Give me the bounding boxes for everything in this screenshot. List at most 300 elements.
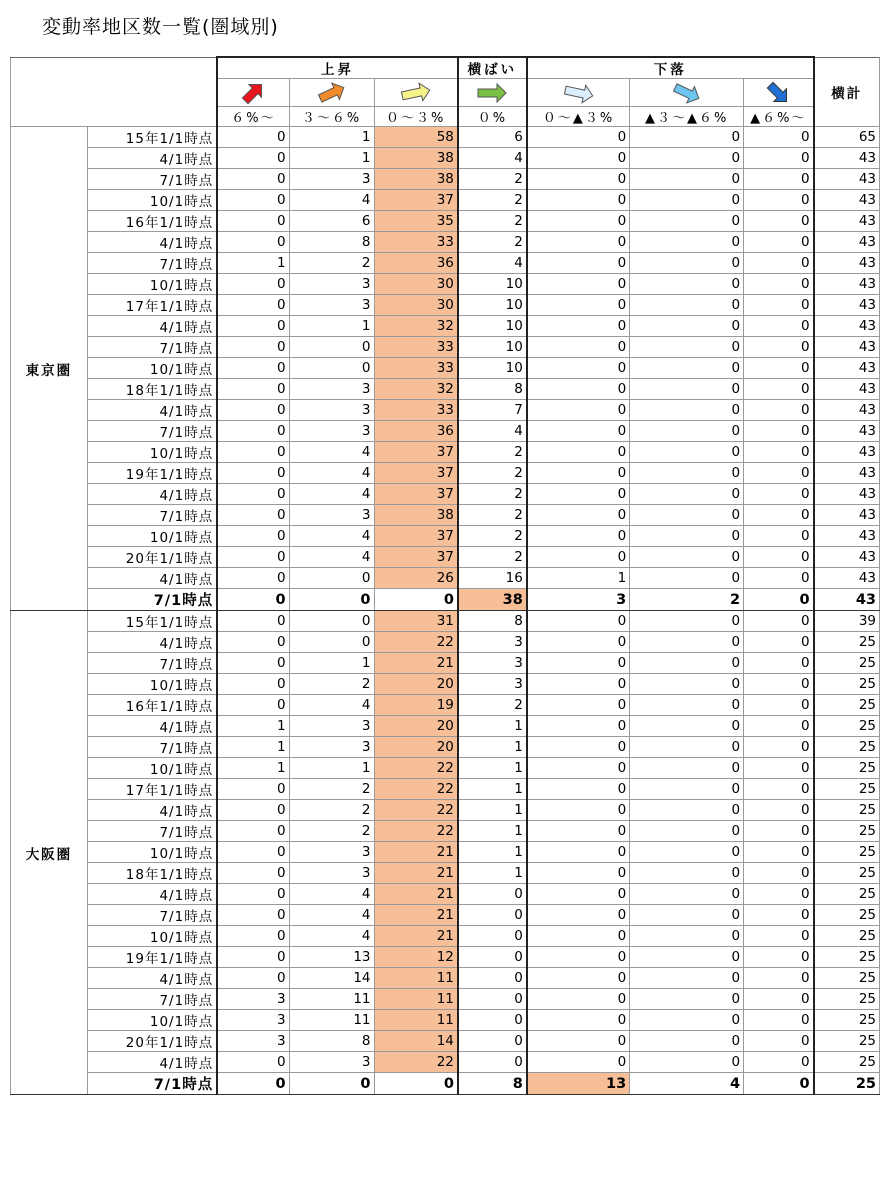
value-cell: 0 xyxy=(374,589,458,611)
total-cell: 43 xyxy=(814,379,880,400)
value-cell: 3 xyxy=(289,421,374,442)
table-row xyxy=(11,779,880,800)
value-cell: 0 xyxy=(527,884,630,905)
value-cell: 0 xyxy=(289,632,374,653)
value-cell: 0 xyxy=(527,653,630,674)
value-cell: 2 xyxy=(289,674,374,695)
value-cell: 0 xyxy=(527,1052,630,1073)
value-cell: 0 xyxy=(744,274,814,295)
table-row xyxy=(11,632,880,653)
value-cell: 0 xyxy=(527,232,630,253)
total-cell: 43 xyxy=(814,148,880,169)
value-cell: 0 xyxy=(527,421,630,442)
value-cell: 0 xyxy=(744,905,814,926)
date-cell: 7/1時点 xyxy=(87,589,217,611)
arrow-up-strong-cell xyxy=(217,79,289,107)
value-cell: 0 xyxy=(217,295,289,316)
value-cell: 1 xyxy=(289,758,374,779)
value-cell: 0 xyxy=(630,863,744,884)
value-cell: 58 xyxy=(374,127,458,148)
total-cell: 43 xyxy=(814,526,880,547)
value-cell: 37 xyxy=(374,463,458,484)
table-row xyxy=(11,653,880,674)
value-cell: 0 xyxy=(744,863,814,884)
value-cell: 0 xyxy=(527,148,630,169)
value-cell: 0 xyxy=(217,505,289,526)
value-cell: 37 xyxy=(374,484,458,505)
value-cell: 0 xyxy=(527,127,630,148)
value-cell: 21 xyxy=(374,842,458,863)
value-cell: 0 xyxy=(217,632,289,653)
table-row xyxy=(11,1010,880,1031)
value-cell: 21 xyxy=(374,863,458,884)
value-cell: 0 xyxy=(744,589,814,611)
range-minus-3-6: ▲３～▲６% xyxy=(630,107,744,127)
value-cell: 4 xyxy=(289,526,374,547)
date-cell: 16年1/1時点 xyxy=(87,211,217,232)
value-cell: 36 xyxy=(374,253,458,274)
value-cell: 0 xyxy=(744,800,814,821)
value-cell: 4 xyxy=(289,484,374,505)
value-cell: 2 xyxy=(630,589,744,611)
total-cell: 43 xyxy=(814,295,880,316)
value-cell: 0 xyxy=(630,463,744,484)
value-cell: 0 xyxy=(527,400,630,421)
value-cell: 0 xyxy=(527,253,630,274)
value-cell: 0 xyxy=(744,968,814,989)
value-cell: 2 xyxy=(289,821,374,842)
total-cell: 25 xyxy=(814,674,880,695)
arrow-up-slight-icon xyxy=(399,80,433,106)
value-cell: 11 xyxy=(374,989,458,1010)
value-cell: 0 xyxy=(217,148,289,169)
total-cell: 43 xyxy=(814,463,880,484)
date-cell: 4/1時点 xyxy=(87,568,217,589)
value-cell: 0 xyxy=(217,484,289,505)
value-cell: 0 xyxy=(527,1031,630,1052)
value-cell: 0 xyxy=(744,337,814,358)
value-cell: 0 xyxy=(630,547,744,568)
table-row xyxy=(11,169,880,190)
value-cell: 1 xyxy=(458,842,527,863)
value-cell: 0 xyxy=(744,232,814,253)
table-wrapper xyxy=(10,56,880,1095)
value-cell: 37 xyxy=(374,526,458,547)
value-cell: 33 xyxy=(374,337,458,358)
total-cell: 25 xyxy=(814,800,880,821)
table-row xyxy=(11,905,880,926)
value-cell: 0 xyxy=(527,442,630,463)
value-cell: 0 xyxy=(744,1010,814,1031)
value-cell: 20 xyxy=(374,737,458,758)
value-cell: 1 xyxy=(217,253,289,274)
value-cell: 0 xyxy=(217,547,289,568)
table-row xyxy=(11,758,880,779)
value-cell: 11 xyxy=(374,968,458,989)
value-cell: 30 xyxy=(374,295,458,316)
value-cell: 13 xyxy=(527,1073,630,1095)
value-cell: 0 xyxy=(289,1073,374,1095)
value-cell: 11 xyxy=(289,1010,374,1031)
table-row xyxy=(11,442,880,463)
value-cell: 0 xyxy=(527,716,630,737)
value-cell: 4 xyxy=(458,421,527,442)
value-cell: 11 xyxy=(289,989,374,1010)
table-row xyxy=(11,337,880,358)
arrow-down-slight-icon xyxy=(562,80,596,106)
value-cell: 1 xyxy=(289,148,374,169)
date-cell: 15年1/1時点 xyxy=(87,127,217,148)
value-cell: 0 xyxy=(630,253,744,274)
value-cell: 0 xyxy=(217,190,289,211)
table-row xyxy=(11,253,880,274)
date-cell: 10/1時点 xyxy=(87,1010,217,1031)
value-cell: 0 xyxy=(217,800,289,821)
value-cell: 4 xyxy=(289,695,374,716)
value-cell: 12 xyxy=(374,947,458,968)
value-cell: 0 xyxy=(744,1073,814,1095)
total-cell: 25 xyxy=(814,821,880,842)
value-cell: 0 xyxy=(630,653,744,674)
value-cell: 8 xyxy=(458,611,527,632)
value-cell: 0 xyxy=(744,611,814,632)
value-cell: 0 xyxy=(527,190,630,211)
total-cell: 43 xyxy=(814,568,880,589)
table-row xyxy=(11,1073,880,1095)
date-cell: 10/1時点 xyxy=(87,842,217,863)
date-cell: 7/1時点 xyxy=(87,253,217,274)
value-cell: 0 xyxy=(744,695,814,716)
range-minus-6-plus: ▲６%～ xyxy=(744,107,814,127)
value-cell: 20 xyxy=(374,674,458,695)
date-cell: 7/1時点 xyxy=(87,421,217,442)
total-cell: 43 xyxy=(814,274,880,295)
arrow-down-mid-cell xyxy=(630,79,744,107)
total-cell: 43 xyxy=(814,400,880,421)
value-cell: 22 xyxy=(374,821,458,842)
table-row xyxy=(11,800,880,821)
value-cell: 0 xyxy=(527,821,630,842)
value-cell: 37 xyxy=(374,547,458,568)
value-cell: 1 xyxy=(527,568,630,589)
total-cell: 25 xyxy=(814,968,880,989)
value-cell: 0 xyxy=(630,611,744,632)
value-cell: 1 xyxy=(217,716,289,737)
value-cell: 22 xyxy=(374,758,458,779)
date-cell: 10/1時点 xyxy=(87,526,217,547)
value-cell: 0 xyxy=(217,358,289,379)
date-cell: 18年1/1時点 xyxy=(87,379,217,400)
value-cell: 22 xyxy=(374,800,458,821)
value-cell: 0 xyxy=(630,926,744,947)
value-cell: 0 xyxy=(744,379,814,400)
date-cell: 16年1/1時点 xyxy=(87,695,217,716)
table-row xyxy=(11,358,880,379)
date-cell: 4/1時点 xyxy=(87,484,217,505)
value-cell: 4 xyxy=(289,547,374,568)
table-row xyxy=(11,947,880,968)
value-cell: 0 xyxy=(630,758,744,779)
value-cell: 0 xyxy=(630,148,744,169)
value-cell: 2 xyxy=(458,484,527,505)
table-row xyxy=(11,737,880,758)
down-header: 下落 xyxy=(527,57,814,79)
table-row xyxy=(11,400,880,421)
date-cell: 18年1/1時点 xyxy=(87,863,217,884)
value-cell: 0 xyxy=(458,1031,527,1052)
table-row xyxy=(11,148,880,169)
value-cell: 0 xyxy=(744,1052,814,1073)
value-cell: 0 xyxy=(217,568,289,589)
value-cell: 0 xyxy=(744,526,814,547)
total-cell: 25 xyxy=(814,884,880,905)
value-cell: 38 xyxy=(374,169,458,190)
total-cell: 43 xyxy=(814,421,880,442)
value-cell: 0 xyxy=(527,947,630,968)
value-cell: 0 xyxy=(217,1073,289,1095)
table-row xyxy=(11,863,880,884)
total-cell: 43 xyxy=(814,547,880,568)
table-row xyxy=(11,611,880,632)
value-cell: 0 xyxy=(630,568,744,589)
table-row xyxy=(11,127,880,148)
value-cell: 0 xyxy=(744,442,814,463)
table-body xyxy=(11,127,880,1095)
value-cell: 0 xyxy=(630,316,744,337)
corner-cell xyxy=(11,57,218,127)
value-cell: 19 xyxy=(374,695,458,716)
value-cell: 3 xyxy=(289,379,374,400)
total-cell: 25 xyxy=(814,653,880,674)
value-cell: 38 xyxy=(374,148,458,169)
value-cell: 0 xyxy=(630,400,744,421)
value-cell: 10 xyxy=(458,295,527,316)
value-cell: 0 xyxy=(744,653,814,674)
value-cell: 26 xyxy=(374,568,458,589)
total-cell: 43 xyxy=(814,589,880,611)
total-cell: 43 xyxy=(814,190,880,211)
flat-header: 横ばい xyxy=(458,57,527,79)
value-cell: 1 xyxy=(289,127,374,148)
table-row xyxy=(11,421,880,442)
value-cell: 21 xyxy=(374,905,458,926)
value-cell: 0 xyxy=(744,758,814,779)
date-cell: 10/1時点 xyxy=(87,926,217,947)
value-cell: 1 xyxy=(458,863,527,884)
value-cell: 0 xyxy=(527,337,630,358)
value-cell: 3 xyxy=(217,989,289,1010)
date-cell: 4/1時点 xyxy=(87,400,217,421)
table-row xyxy=(11,968,880,989)
value-cell: 1 xyxy=(458,737,527,758)
total-cell: 25 xyxy=(814,758,880,779)
value-cell: 0 xyxy=(289,589,374,611)
value-cell: 2 xyxy=(458,505,527,526)
date-cell: 10/1時点 xyxy=(87,442,217,463)
value-cell: 0 xyxy=(458,1010,527,1031)
value-cell: 0 xyxy=(527,905,630,926)
value-cell: 2 xyxy=(458,211,527,232)
value-cell: 3 xyxy=(289,1052,374,1073)
arrow-flat-cell xyxy=(458,79,527,107)
value-cell: 38 xyxy=(374,505,458,526)
value-cell: 3 xyxy=(289,863,374,884)
value-cell: 0 xyxy=(527,632,630,653)
date-cell: 10/1時点 xyxy=(87,358,217,379)
value-cell: 0 xyxy=(217,379,289,400)
value-cell: 10 xyxy=(458,274,527,295)
arrow-up-strong-icon xyxy=(238,80,268,106)
value-cell: 11 xyxy=(374,1010,458,1031)
value-cell: 0 xyxy=(527,1010,630,1031)
value-cell: 4 xyxy=(458,253,527,274)
value-cell: 10 xyxy=(458,337,527,358)
value-cell: 0 xyxy=(744,842,814,863)
value-cell: 0 xyxy=(630,442,744,463)
value-cell: 0 xyxy=(217,127,289,148)
value-cell: 3 xyxy=(289,737,374,758)
value-cell: 36 xyxy=(374,421,458,442)
value-cell: 0 xyxy=(217,526,289,547)
total-cell: 25 xyxy=(814,1031,880,1052)
value-cell: 0 xyxy=(630,716,744,737)
value-cell: 0 xyxy=(217,274,289,295)
value-cell: 0 xyxy=(630,484,744,505)
value-cell: 0 xyxy=(744,400,814,421)
value-cell: 37 xyxy=(374,190,458,211)
value-cell: 0 xyxy=(744,632,814,653)
value-cell: 0 xyxy=(630,1052,744,1073)
date-cell: 19年1/1時点 xyxy=(87,463,217,484)
value-cell: 4 xyxy=(630,1073,744,1095)
value-cell: 2 xyxy=(289,253,374,274)
value-cell: 0 xyxy=(527,274,630,295)
value-cell: 0 xyxy=(458,926,527,947)
value-cell: 1 xyxy=(458,821,527,842)
value-cell: 0 xyxy=(217,821,289,842)
value-cell: 0 xyxy=(217,968,289,989)
value-cell: 21 xyxy=(374,653,458,674)
value-cell: 0 xyxy=(744,295,814,316)
value-cell: 0 xyxy=(217,169,289,190)
value-cell: 0 xyxy=(744,926,814,947)
table-row xyxy=(11,232,880,253)
date-cell: 4/1時点 xyxy=(87,232,217,253)
value-cell: 1 xyxy=(458,716,527,737)
value-cell: 0 xyxy=(217,589,289,611)
value-cell: 3 xyxy=(289,400,374,421)
area-label: 大阪圏 xyxy=(11,611,88,1095)
value-cell: 2 xyxy=(458,442,527,463)
value-cell: 0 xyxy=(630,989,744,1010)
value-cell: 2 xyxy=(458,695,527,716)
table-row xyxy=(11,821,880,842)
arrow-flat-icon xyxy=(475,80,509,106)
value-cell: 3 xyxy=(217,1031,289,1052)
value-cell: 0 xyxy=(630,295,744,316)
page-title: 変動率地区数一覧(圏域別) xyxy=(42,16,279,38)
value-cell: 0 xyxy=(527,526,630,547)
value-cell: 2 xyxy=(289,800,374,821)
value-cell: 0 xyxy=(527,484,630,505)
value-cell: 0 xyxy=(289,358,374,379)
value-cell: 0 xyxy=(527,926,630,947)
range-minus-0-3: ０～▲３% xyxy=(527,107,630,127)
value-cell: 2 xyxy=(458,463,527,484)
value-cell: 0 xyxy=(217,463,289,484)
value-cell: 35 xyxy=(374,211,458,232)
value-cell: 0 xyxy=(744,947,814,968)
value-cell: 0 xyxy=(630,1031,744,1052)
value-cell: 0 xyxy=(217,947,289,968)
value-cell: 8 xyxy=(458,1073,527,1095)
arrow-down-mid-icon xyxy=(671,80,703,106)
value-cell: 33 xyxy=(374,400,458,421)
value-cell: 38 xyxy=(458,589,527,611)
table-row xyxy=(11,1052,880,1073)
date-cell: 4/1時点 xyxy=(87,716,217,737)
table-row xyxy=(11,190,880,211)
total-cell: 43 xyxy=(814,484,880,505)
value-cell: 0 xyxy=(527,674,630,695)
date-cell: 7/1時点 xyxy=(87,337,217,358)
table-row xyxy=(11,505,880,526)
value-cell: 0 xyxy=(527,547,630,568)
value-cell: 0 xyxy=(217,695,289,716)
value-cell: 3 xyxy=(458,632,527,653)
change-rate-table xyxy=(10,56,880,1095)
value-cell: 0 xyxy=(630,632,744,653)
value-cell: 10 xyxy=(458,358,527,379)
value-cell: 0 xyxy=(527,169,630,190)
value-cell: 0 xyxy=(630,169,744,190)
value-cell: 0 xyxy=(458,884,527,905)
total-cell: 43 xyxy=(814,211,880,232)
table-row xyxy=(11,568,880,589)
value-cell: 0 xyxy=(217,674,289,695)
arrow-up-mid-icon xyxy=(316,80,348,106)
value-cell: 0 xyxy=(744,505,814,526)
total-cell: 25 xyxy=(814,863,880,884)
value-cell: 0 xyxy=(744,148,814,169)
date-cell: 4/1時点 xyxy=(87,316,217,337)
table-row xyxy=(11,1031,880,1052)
value-cell: 0 xyxy=(630,800,744,821)
value-cell: 0 xyxy=(630,821,744,842)
value-cell: 0 xyxy=(527,211,630,232)
value-cell: 0 xyxy=(744,190,814,211)
value-cell: 0 xyxy=(527,295,630,316)
value-cell: 0 xyxy=(744,253,814,274)
value-cell: 0 xyxy=(744,463,814,484)
value-cell: 0 xyxy=(630,695,744,716)
value-cell: 1 xyxy=(458,779,527,800)
value-cell: 0 xyxy=(458,905,527,926)
value-cell: 0 xyxy=(630,505,744,526)
value-cell: 0 xyxy=(744,884,814,905)
value-cell: 0 xyxy=(630,1010,744,1031)
value-cell: 0 xyxy=(744,127,814,148)
value-cell: 13 xyxy=(289,947,374,968)
value-cell: 1 xyxy=(458,758,527,779)
value-cell: 2 xyxy=(289,779,374,800)
range-0: ０% xyxy=(458,107,527,127)
value-cell: 0 xyxy=(217,442,289,463)
arrow-up-mid-cell xyxy=(289,79,374,107)
value-cell: 3 xyxy=(217,1010,289,1031)
table-row xyxy=(11,674,880,695)
value-cell: 32 xyxy=(374,316,458,337)
